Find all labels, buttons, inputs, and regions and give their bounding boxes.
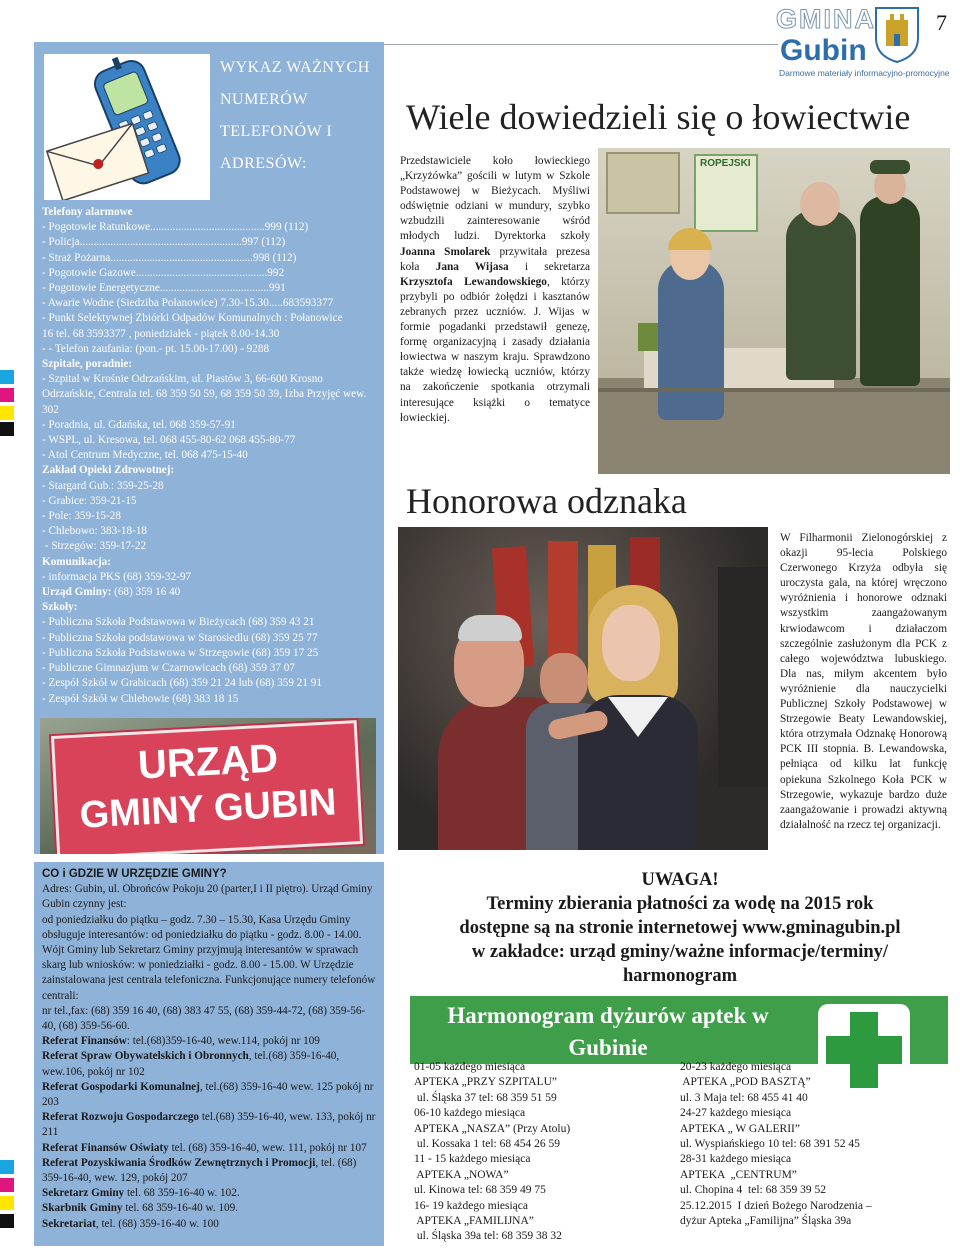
registration-mark-yellow <box>0 406 14 420</box>
alarm-line: - Policja..........................................................997 (112) <box>42 236 286 249</box>
pharmacy-line: APTEKA „NOWA” <box>414 1168 509 1181</box>
pharmacy-line: ul. Śląska 37 tel: 68 359 51 59 <box>414 1091 557 1104</box>
alarm-line: - Pogotowie Gazowe...............................................992 <box>42 266 285 279</box>
coat-of-arms-icon <box>872 4 922 64</box>
pharmacy-line: APTEKA „FAMILIJNA” <box>414 1215 534 1228</box>
phone-envelope-illustration <box>44 54 210 200</box>
pharmacy-line: 11 - 15 każdego miesiąca <box>414 1153 531 1166</box>
alarm-line: - Pogotowie Energetyczne.......................................991 <box>42 282 286 295</box>
contact-line <box>42 1049 378 1079</box>
zoz-line: - Pole: 359-15-28 <box>42 510 121 523</box>
office-info-paragraph: Adres: Gubin, ul. Obrońców Pokoju 20 (parter,I i II piętro). Urząd Gminy Gubin czynny jest: <box>42 883 373 911</box>
registration-mark-cyan <box>0 370 14 384</box>
contact-label: Referat Rozwoju Gospodarczego <box>42 1111 200 1124</box>
pharmacy-line: 16- 19 każdego miesiąca <box>414 1199 528 1212</box>
registration-mark-black <box>0 422 14 436</box>
hospital-line: - Poradnia, ul. Gdańska, tel. 068 359-57-91 <box>42 418 236 431</box>
alarm-line: - Punkt Selektywnej Zbiórki Odpadów Komunalnych : Połanowice <box>42 312 343 325</box>
sign-line-2: GMINY GUBIN <box>78 781 338 837</box>
notice-line: dostępne są na stronie internetowej www.gminagubin.pl <box>459 918 901 938</box>
contact-line <box>42 1186 378 1201</box>
notice-title: UWAGA! <box>641 870 719 890</box>
contact-text: tel. (68) 359-16-40, wew. 111, pokój nr 107 <box>168 1141 367 1154</box>
logo-gmina-text: GMINA <box>776 4 876 34</box>
contact-label: Referat Gospodarki Komunalnej <box>42 1080 200 1093</box>
contact-text: , tel. (68) 359-16-40, wew. 129, pokój 207 <box>42 1156 357 1185</box>
pharmacy-line: 24-27 każdego miesiąca <box>680 1107 792 1120</box>
pharmacy-line: APTEKA „NASZA” (Przy Atolu) <box>414 1122 571 1135</box>
hospital-line: - WSPL, ul. Kresowa, tel. 068 455-80-62 068 455-80-77 <box>42 434 296 447</box>
school-line: - Publiczna Szkoła Podstawowa w Strzegowie (68) 359 17 25 <box>42 646 319 659</box>
registration-mark-yellow-bottom <box>0 1196 14 1210</box>
contact-line <box>42 1217 378 1232</box>
directory-title: WYKAZ WAŻNYCH NUMERÓW TELEFONÓW I ADRESÓW: <box>220 59 370 172</box>
article1-text-bold: Joanna Smolarek <box>400 245 491 258</box>
logo-tagline: Darmowe materiały informacyjno-promocyjne <box>779 68 950 78</box>
school-line: - Zespół Szkół w Chlebowie (68) 383 18 15 <box>42 692 239 705</box>
contact-text: , tel.(68) 359-16-40, wew.106, pokój nr 102 <box>42 1050 340 1078</box>
office-info <box>42 867 378 1232</box>
water-payment-notice <box>410 868 950 988</box>
pharmacy-line: 06-10 każdego miesiąca <box>414 1107 526 1120</box>
contact-label: Skarbnik Gminy <box>42 1202 123 1215</box>
pharmacy-list-left <box>414 1060 570 1245</box>
article1-text-bold: Krzysztofa Lewandowskiego <box>400 275 547 288</box>
notice-line: harmonogram <box>622 966 738 986</box>
pharmacy-line: 01-05 każdego miesiąca <box>414 1061 526 1073</box>
registration-mark-magenta <box>0 388 14 402</box>
communication-line: - informacja PKS (68) 359-32-97 <box>42 570 192 583</box>
zoz-line: - Grabice: 359-21-15 <box>42 494 137 507</box>
office-info-paragraph: nr tel.,fax: (68) 359 16 40, (68) 383 47 55, (68) 359-44-72, (68) 359-56-40, (68) 359-56-60. <box>42 1004 366 1033</box>
office-phone-value: (68) 359 16 40 <box>111 586 181 599</box>
alarm-line: 16 tel. 68 3593377 , poniedziałek - piątek 8.00-14.30 <box>42 327 280 340</box>
registration-mark-magenta-bottom <box>0 1178 14 1192</box>
office-info-heading: CO i GDZIE W URZĘDZIE GMINY? <box>42 868 227 880</box>
pharmacy-line: ul. 3 Maja tel: 68 455 41 40 <box>680 1091 808 1104</box>
article1-headline: Wiele dowiedzieli się o łowiectwie <box>406 97 911 137</box>
sign-line-1: URZĄD <box>136 736 280 788</box>
hunters-photo <box>598 148 950 474</box>
zoz-line: - Stargard Gub.: 359-25-28 <box>42 479 164 492</box>
hospital-line: - Atol Centrum Medyczne, tel. 068 475-15-40 <box>42 449 248 462</box>
award-ceremony-photo <box>398 527 768 850</box>
zoz-line: - Chlebowo: 383-18-18 <box>42 525 148 538</box>
logo-gubin-text: Gubin <box>780 34 867 67</box>
contact-label: Referat Finansów <box>42 1035 127 1048</box>
notice-line: Terminy zbierania płatności za wodę na 2015 rok <box>486 894 874 914</box>
pharmacy-title: Harmonogram dyżurów aptek w Gubinie <box>447 1003 769 1060</box>
contact-text: tel. 68 359-16-40 w. 102. <box>124 1187 240 1200</box>
alarm-line: - Awarie Wodne (Siedziba Połanowice) 7.30-15.30.....683593377 <box>42 297 334 310</box>
pharmacy-list-right <box>680 1060 872 1229</box>
pharmacy-line: dyżur Apteka „Familijna” Śląska 39a <box>680 1215 852 1228</box>
zoz-line: - Strzegów: 359-17-22 <box>42 540 147 553</box>
communication-heading: Komunikacja: <box>42 555 111 568</box>
article2-text: W Filharmonii Zielonogórskiej z okazji 95-lecia Polskiego Czerwonego Krzyża odbyła się uroczysta gala, na której wręczono wyróżnienia i honorowe odznaki wszystkim zaangażowanym krwiodawcom i działaczom szczególnie zasłużonym dla PCK z całego województwa lubuskiego. Dla nas, miłym akcentem było wyróżnienie dla nauczycielki Publicznej Szkoły Podstawowej w Strzegowie Beaty Lewandowskiej, która otrzymała Odznakę Honorową PCK III stopnia. B. Lewandowska, pełniąca od kilku lat funkcję opiekuna Szkolnego Koła PCK w Strzegowie, wykazuje bardzo duże zaangażowanie i prowadzi aktywną działalność na rzecz tej organizacji. <box>780 532 947 831</box>
article1-text-part: Przedstawiciele koło łowieckiego „Krzyżówka” gościli w lutym w Szkole Podstawowej w Bieżycach. Myśliwi odświętnie odziani w mundury, szybko wzbudzili zainteresowanie wśród młodych ludzi. Dyrektorka szkoły <box>400 155 590 243</box>
contact-line <box>42 1034 378 1049</box>
pharmacy-line: ul. Kossaka 1 tel: 68 454 26 59 <box>414 1138 560 1151</box>
hospitals-heading: Szpitale, poradnie: <box>42 358 133 371</box>
article2-headline: Honorowa odznaka <box>406 481 687 521</box>
pharmacy-line: 25.12.2015 I dzień Bożego Narodzenia – <box>680 1199 872 1212</box>
contact-text: tel. 68 359-16-40 w. 109. <box>122 1202 239 1215</box>
alarm-heading: Telefony alarmowe <box>42 206 133 218</box>
school-line: - Publiczne Gimnazjum w Czarnowicach (68) 359 37 07 <box>42 662 295 675</box>
contact-label: Referat Finansów Oświaty <box>42 1141 169 1154</box>
pharmacy-line: APTEKA „ W GALERII” <box>680 1122 800 1135</box>
page-number: 7 <box>936 10 947 35</box>
schools-heading: Szkoły: <box>42 601 78 614</box>
article1-text-bold: Jana Wijasa <box>435 260 509 273</box>
photo-sign-text: ROPEJSKI <box>700 158 751 169</box>
office-phone-line <box>42 585 378 600</box>
contact-line <box>42 1141 378 1156</box>
directory-list <box>42 205 378 707</box>
article1-text-part: przywitała prezesa koła <box>400 245 590 273</box>
office-info-paragraph: od poniedziałku do piątku – godz. 7.30 – 15.30, Kasa Urzędu Gminy obsługuje interesantów: od poniedziałku do piątku - godz. 8.00 - 14.00. Wójt Gminy lub Sekretarz Gminy przyjmują interesantów w sprawach skarg lub wniosków: w poniedziałki - godz. 8.00 - 15.00. W Urzędzie zainstalowana jest centrala telefoniczna. Funkcjonujące numery telefonów centrali: <box>42 913 376 1002</box>
pharmacy-line: ul. Chopina 4 tel: 68 359 39 52 <box>680 1184 826 1197</box>
office-sign-photo <box>40 718 376 854</box>
alarm-line: - - Telefon zaufania: (pon.- pt. 15.00-17.00) - 9288 <box>42 342 270 355</box>
alarm-line: - Straż Pożarna...................................................998 (112) <box>42 251 297 264</box>
contact-line <box>42 1110 378 1140</box>
contact-text: tel.(68) 359-16-40, wew. 133, pokój nr 211 <box>42 1111 376 1139</box>
article1-text <box>400 154 590 426</box>
alarm-line: - Pogotowie Ratunkowe.........................................999 (112) <box>42 221 309 234</box>
notice-line: w zakładce: urząd gminy/ważne informacje/terminy/ <box>471 942 889 962</box>
pharmacy-line: ul. Kinowa tel: 68 359 49 75 <box>414 1184 546 1197</box>
article1-text-part: i sekretarza <box>508 260 590 273</box>
zoz-heading: Zakład Opieki Zdrowotnej: <box>42 464 175 477</box>
article1-text-part: , którzy przybyli po odbiór żołędzi i kasztanów zebranych przez uczniów. J. Wijas w formie pogadanki przedstawił genezę, formę organizacyjną i zasady działania łowiectwa w naszym kraju. Sprawdzono także wiedzę łowiecką uczniów, którzy na zakończenie spotkania otrzymali interesujące książki o tematyce łowieckiej. <box>400 275 590 424</box>
contact-line <box>42 1201 378 1216</box>
contact-line <box>42 1080 378 1110</box>
hospital-line: - Szpital w Krośnie Odrzańskim, ul. Piastów 3, 66-600 Krosno Odrzańskie, Centrala tel. 68 359 50 59, 68 359 50 39, Izba Przyjęć wew. 302 <box>42 373 367 416</box>
pharmacy-line: ul. Wyspiańskiego 10 tel: 68 391 52 45 <box>680 1138 860 1151</box>
pharmacy-line: APTEKA „PRZY SZPITALU” <box>414 1076 558 1089</box>
contact-label: Sekretariat <box>42 1217 96 1230</box>
pharmacy-line: 20-23 każdego miesiąca <box>680 1061 792 1073</box>
pharmacy-line: APTEKA „CENTRUM” <box>680 1168 797 1181</box>
contact-text: : tel.(68)359-16-40, wew.114, pokój nr 109 <box>126 1035 320 1048</box>
school-line: - Zespół Szkół w Grabicach (68) 359 21 24 lub (68) 359 21 91 <box>42 677 322 690</box>
contact-text: , tel.(68) 359-16-40 wew. 125 pokój nr 203 <box>42 1080 374 1109</box>
pharmacy-line: APTEKA „POD BASZTĄ” <box>680 1076 811 1089</box>
office-phone-label: Urząd Gminy: <box>42 586 112 599</box>
contact-line <box>42 1156 378 1186</box>
registration-mark-black-bottom <box>0 1214 14 1228</box>
school-line: - Publiczna Szkoła Podstawowa w Bieżycach (68) 359 43 21 <box>42 616 315 629</box>
registration-mark-cyan-bottom <box>0 1160 14 1174</box>
contact-label: Referat Spraw Obywatelskich i Obronnych <box>42 1050 249 1063</box>
contact-label: Sekretarz Gminy <box>42 1187 125 1200</box>
contact-label: Referat Pozyskiwania Środków Zewnętrznych i Promocji <box>42 1156 316 1169</box>
school-line: - Publiczna Szkoła podstawowa w Starosiedlu (68) 359 25 77 <box>42 631 318 644</box>
contact-text: , tel. (68) 359-16-40 w. 100 <box>95 1217 219 1230</box>
pharmacy-line: 28-31 każdego miesiąca <box>680 1153 792 1166</box>
pharmacy-line: ul. Śląska 39a tel: 68 359 38 32 <box>414 1230 562 1243</box>
